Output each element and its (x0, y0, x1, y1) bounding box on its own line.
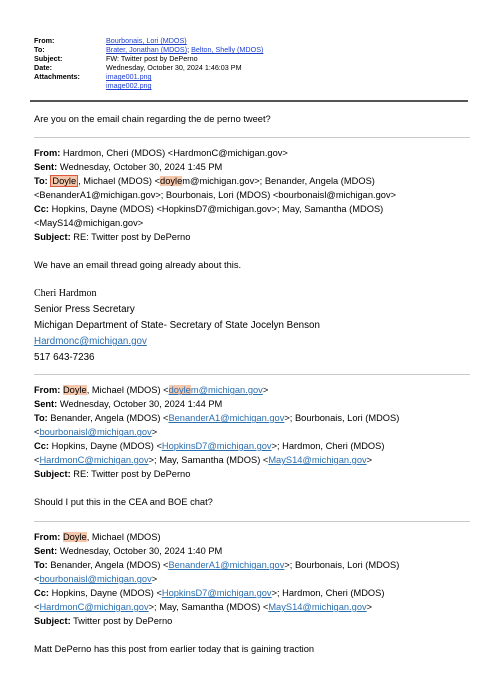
header-date-label: Date: (34, 63, 52, 72)
msg1-body: We have an email thread going already about this. (34, 260, 242, 270)
msg2-cc-b: >; Hardmon, Cheri (MDOS) < (34, 441, 385, 465)
msg1-subject-label: Subject: (34, 232, 71, 242)
message-3 (34, 530, 470, 656)
msg1-from-label: From: (34, 148, 61, 158)
msg3-subject-value: Twitter post by DePerno (70, 616, 173, 626)
email-body (34, 112, 470, 656)
msg2-to-email-benander[interactable]: BenanderA1@michigan.gov (168, 413, 285, 423)
signature-phone: 517 643-7236 (34, 352, 95, 363)
attachment-link-1[interactable]: image001.png (106, 72, 152, 81)
msg3-cc-label: Cc: (34, 588, 49, 598)
message-separator-1 (34, 137, 470, 138)
msg2-from-email-link[interactable]: m@michigan.gov (190, 385, 263, 395)
msg3-cc-c: >; May, Samantha (MDOS) < (148, 602, 269, 612)
msg3-body: Matt DePerno has this post from earlier today that is gaining traction (34, 644, 315, 654)
msg2-cc-email-hardmon[interactable]: HardmonC@michigan.gov (39, 455, 149, 465)
msg3-from-rest: , Michael (MDOS) (86, 532, 161, 542)
header-to-link-2[interactable]: Belton, Shelly (MDOS) (191, 45, 264, 54)
msg3-from-redacted-name: Doyle (62, 532, 87, 542)
header-attachments-row (34, 72, 474, 90)
msg1-subject-value: RE: Twitter post by DePerno (70, 232, 191, 242)
msg2-sent-value: Wednesday, October 30, 2024 1:44 PM (57, 399, 223, 409)
header-date-row (34, 63, 474, 72)
header-from-label: From: (34, 36, 55, 45)
msg3-cc-email-may[interactable]: MayS14@michigan.gov (268, 602, 367, 612)
msg1-cc-value: Hopkins, Dayne (MDOS) <HopkinsD7@michigan.gov>; May, Samantha (MDOS) <MayS14@michigan.gov> (34, 204, 384, 228)
msg1-from-value: Hardmon, Cheri (MDOS) <HardmonC@michigan.gov> (60, 148, 288, 158)
msg1-to-redacted-email: doyle (160, 176, 183, 186)
msg3-sent-value: Wednesday, October 30, 2024 1:40 PM (57, 546, 223, 556)
msg2-cc-label: Cc: (34, 441, 49, 451)
message-1 (34, 146, 470, 366)
signature-email-link[interactable]: Hardmonc@michigan.gov (34, 336, 147, 347)
message-2 (34, 383, 470, 509)
signature-block (34, 286, 470, 366)
msg1-to-label: To: (34, 176, 48, 186)
msg2-to-a: Benander, Angela (MDOS) < (47, 413, 169, 423)
msg3-cc-end: > (366, 602, 373, 612)
msg1-sent-value: Wednesday, October 30, 2024 1:45 PM (57, 162, 223, 172)
msg2-subject-label: Subject: (34, 469, 71, 479)
attachment-link-2[interactable]: image002.png (106, 81, 152, 90)
message-separator-3 (34, 521, 470, 522)
msg3-sent-label: Sent: (34, 546, 58, 556)
email-header (34, 36, 474, 90)
msg2-body: Should I put this in the CEA and BOE chat? (34, 497, 213, 507)
msg3-cc-b: >; Hardmon, Cheri (MDOS) < (34, 588, 385, 612)
msg3-to-b: >; Bourbonais, Lori (MDOS) < (34, 560, 400, 584)
msg2-from-mid: , Michael (MDOS) < (86, 385, 169, 395)
header-divider (30, 100, 468, 102)
msg3-to-email-benander[interactable]: BenanderA1@michigan.gov (168, 560, 285, 570)
header-from-row (34, 36, 474, 45)
msg3-cc-a: Hopkins, Dayne (MDOS) < (48, 588, 162, 598)
header-subject-row (34, 54, 474, 63)
msg1-cc-label: Cc: (34, 204, 49, 214)
message-separator-2 (34, 374, 470, 375)
header-attachments-label: Attachments: (34, 72, 80, 81)
msg2-to-b: >; Bourbonais, Lori (MDOS) < (34, 413, 400, 437)
msg1-to-mid: , Michael (MDOS) < (78, 176, 161, 186)
msg3-to-label: To: (34, 560, 48, 570)
msg1-sent-label: Sent: (34, 162, 58, 172)
header-to-row (34, 45, 474, 54)
msg2-cc-end: > (366, 455, 373, 465)
header-from-link[interactable]: Bourbonais, Lori (MDOS) (106, 36, 187, 45)
msg2-from-end: > (262, 385, 269, 395)
header-to-label: To: (34, 45, 45, 54)
msg3-cc-email-hopkins[interactable]: HopkinsD7@michigan.gov (161, 588, 272, 598)
signature-title: Senior Press Secretary (34, 304, 135, 315)
msg3-to-end: > (151, 574, 158, 584)
msg3-from-label: From: (34, 532, 61, 542)
msg3-subject-label: Subject: (34, 616, 71, 626)
msg2-cc-email-may[interactable]: MayS14@michigan.gov (268, 455, 367, 465)
header-subject-label: Subject: (34, 54, 63, 63)
msg1-to-redacted-name: Doyle (52, 176, 77, 186)
message-0-text: Are you on the email chain regarding the de perno tweet? (34, 114, 271, 124)
header-to-link-1[interactable]: Brater, Jonathan (MDOS) (106, 45, 188, 54)
msg2-sent-label: Sent: (34, 399, 58, 409)
msg2-from-redacted-email[interactable]: doyle (168, 385, 191, 395)
msg2-from-label: From: (34, 385, 61, 395)
msg2-to-end: > (151, 427, 158, 437)
signature-org: Michigan Department of State- Secretary of State Jocelyn Benson (34, 320, 320, 331)
msg2-cc-a: Hopkins, Dayne (MDOS) < (48, 441, 162, 451)
signature-name: Cheri Hardmon (34, 288, 97, 299)
msg1-to-rest: m@michigan.gov>; Benander, Angela (MDOS) <BenanderA1@michigan.gov>; Bourbonais, Lori (MDOS) <bourbonaisl@michigan.gov> (34, 176, 397, 200)
msg2-from-redacted-name: Doyle (62, 385, 87, 395)
msg2-cc-email-hopkins[interactable]: HopkinsD7@michigan.gov (161, 441, 272, 451)
header-date-value: Wednesday, October 30, 2024 1:46:03 PM (106, 63, 242, 72)
msg3-cc-email-hardmon[interactable]: HardmonC@michigan.gov (39, 602, 149, 612)
msg3-to-email-bourbonais[interactable]: bourbonaisl@michigan.gov (39, 574, 152, 584)
header-to-separator: ; (187, 45, 192, 54)
header-subject-value: FW: Twitter post by DePerno (106, 54, 198, 63)
msg2-to-email-bourbonais[interactable]: bourbonaisl@michigan.gov (39, 427, 152, 437)
msg2-to-label: To: (34, 413, 48, 423)
msg2-cc-c: >; May, Samantha (MDOS) < (148, 455, 269, 465)
msg2-subject-value: RE: Twitter post by DePerno (70, 469, 191, 479)
msg3-to-a: Benander, Angela (MDOS) < (47, 560, 169, 570)
